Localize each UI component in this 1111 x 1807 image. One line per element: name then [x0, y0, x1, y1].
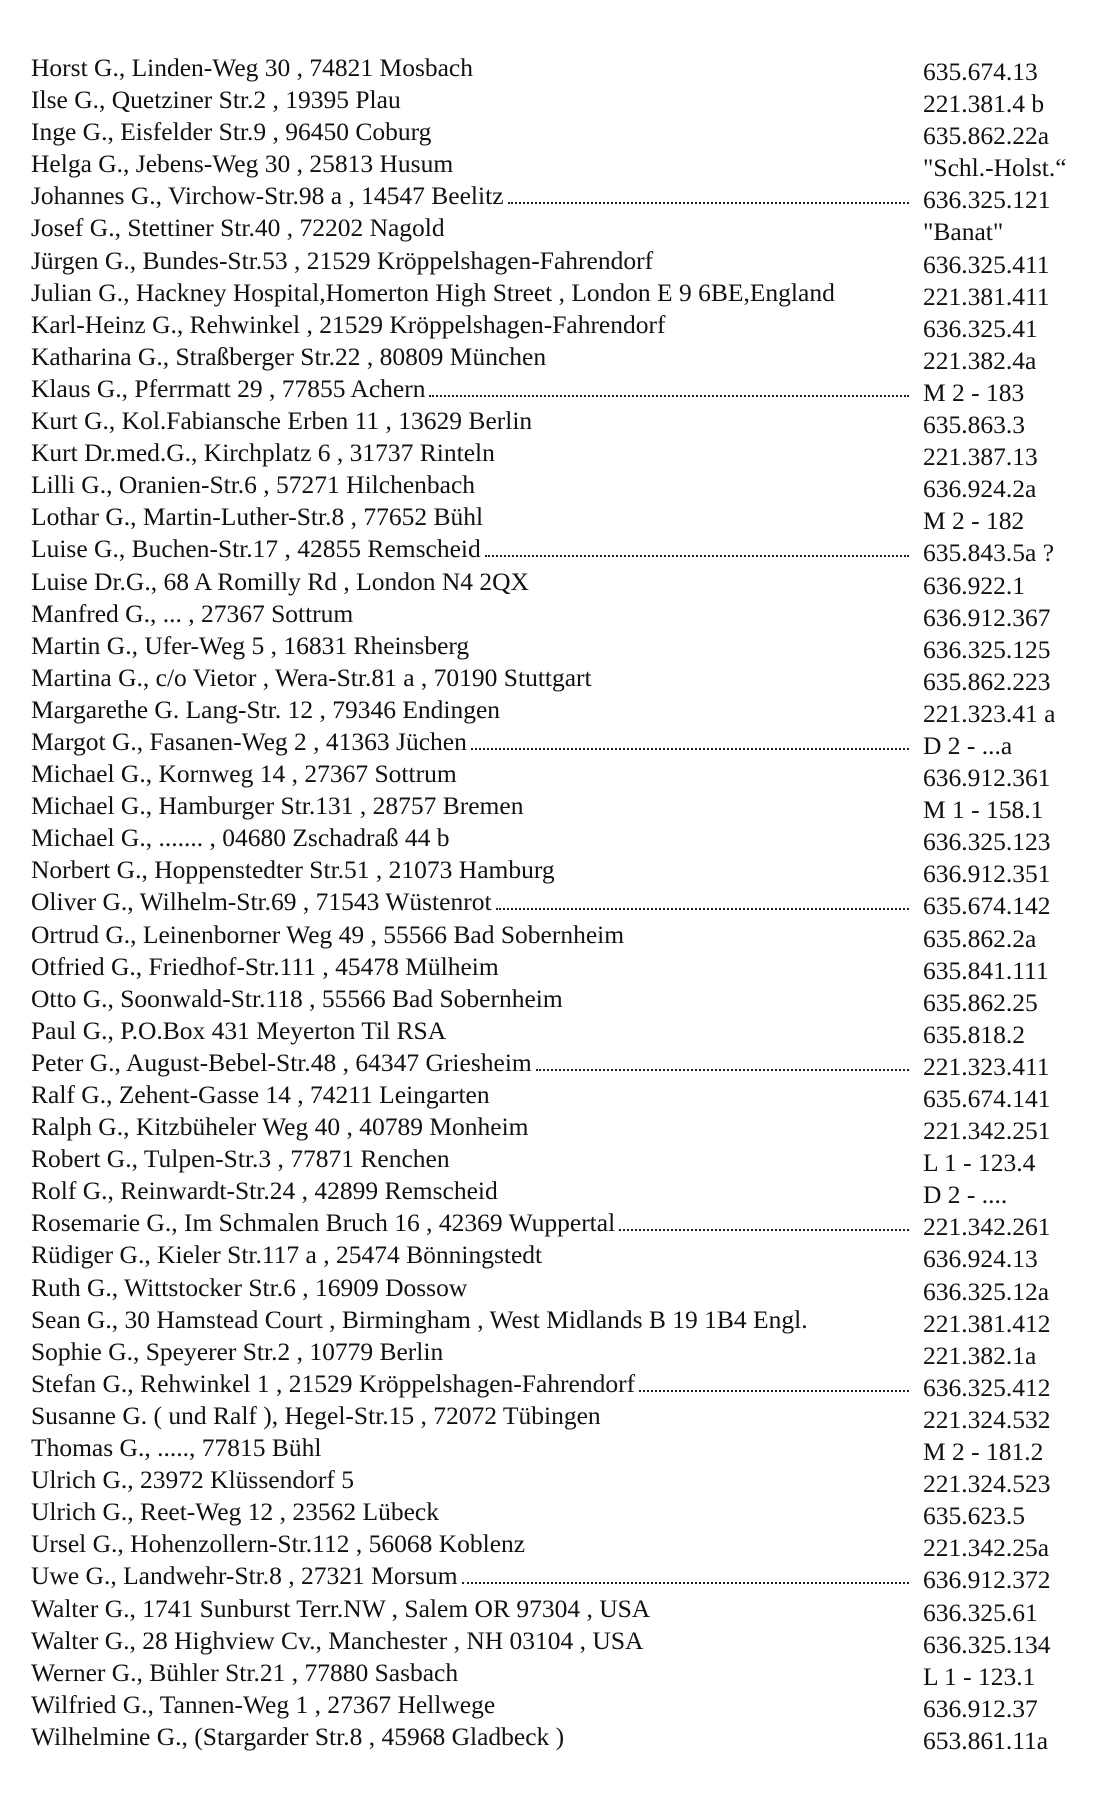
entry-address: Julian G., Hackney Hospital,Homerton High Street , London E 9 6BE,England — [31, 277, 835, 307]
entry-address: Luise G., Buchen-Str.17 , 42855 Remscheid — [31, 534, 481, 564]
entry-address: Ursel G., Hohenzollern-Str.112 , 56068 Koblenz — [31, 1529, 526, 1559]
list-item — [31, 148, 1091, 183]
entry-address: Ulrich G., 23972 Klüssendorf 5 — [31, 1465, 354, 1495]
entry-code: M 1 - 158.1 — [923, 795, 1044, 825]
list-item — [31, 854, 1091, 889]
list-item — [31, 1625, 1091, 1657]
entry-address: Karl-Heinz G., Rehwinkel , 21529 Kröppelshagen-Fahrendorf — [31, 309, 666, 339]
list-item — [31, 52, 1091, 84]
entry-address: Robert G., Tulpen-Str.3 , 77871 Renchen — [31, 1144, 450, 1174]
entry-address: Katharina G., Straßberger Str.22 , 80809 München — [31, 341, 547, 371]
entry-code: 635.623.5 — [923, 1501, 1025, 1531]
entry-code: L 1 - 123.4 — [923, 1148, 1036, 1178]
dot-leader — [429, 373, 909, 397]
list-item — [31, 1143, 1091, 1178]
list-item — [31, 309, 1091, 341]
entry-address: Thomas G., ....., 77815 Bühl — [31, 1433, 322, 1463]
list-item — [31, 1336, 1091, 1368]
list-item — [31, 1047, 1091, 1079]
entry-code: 221.324.532 — [923, 1404, 1051, 1434]
entry-code: 635.862.22a — [923, 121, 1050, 151]
dot-leader — [471, 726, 909, 750]
entry-code: 636.912.37 — [923, 1693, 1038, 1723]
entry-code: 635.818.2 — [923, 1019, 1025, 1049]
entry-address: Manfred G., ... , 27367 Sottrum — [31, 598, 354, 628]
list-item — [31, 630, 1091, 662]
list-item — [31, 1464, 1091, 1499]
entry-address: Stefan G., Rehwinkel 1 , 21529 Kröppelshagen-Fahrendorf — [31, 1368, 636, 1398]
list-item — [31, 1239, 1091, 1274]
entry-code: 635.674.13 — [923, 57, 1038, 86]
entry-address: Luise Dr.G., 68 A Romilly Rd , London N4 2QX — [31, 566, 529, 596]
entry-address: Oliver G., Wilhelm-Str.69 , 71543 Wüstenrot — [31, 887, 492, 917]
dot-leader — [462, 1560, 909, 1584]
entry-address: Klaus G., Pferrmatt 29 , 77855 Achern — [31, 373, 426, 403]
entry-code: 636.924.2a — [923, 474, 1037, 504]
entry-code: 635.862.25 — [923, 987, 1038, 1017]
entry-code: 636.325.121 — [923, 185, 1051, 215]
list-item — [31, 341, 1091, 373]
list-item — [31, 1657, 1091, 1689]
entry-address: Sean G., 30 Hamstead Court , Birmingham , West Midlands B 19 1B4 Engl. — [31, 1304, 808, 1334]
entry-code: 635.841.111 — [923, 955, 1049, 985]
entry-address: Walter G., 28 Highview Cv., Manchester , NH 03104 , USA — [31, 1625, 644, 1655]
list-item — [31, 469, 1091, 504]
entry-address: Rolf G., Reinwardt-Str.24 , 42899 Remscheid — [31, 1176, 498, 1206]
entry-code: 221.323.411 — [923, 1051, 1050, 1081]
entry-code: 653.861.11a — [923, 1725, 1049, 1755]
entry-address: Rosemarie G., Im Schmalen Bruch 16 , 42369 Wuppertal — [31, 1208, 616, 1238]
entry-address: Uwe G., Landwehr-Str.8 , 27321 Morsum — [31, 1561, 458, 1591]
dot-leader — [619, 1207, 909, 1231]
list-item — [31, 1721, 1091, 1753]
entry-address: Werner G., Bühler Str.21 , 77880 Sasbach — [31, 1657, 459, 1687]
list-item — [31, 437, 1091, 472]
entry-code: 636.912.351 — [923, 859, 1051, 889]
entry-address: Michael G., Hamburger Str.131 , 28757 Bremen — [31, 791, 524, 821]
entry-code: "Schl.-Holst.“ — [923, 153, 1067, 183]
entry-code: 221.342.25a — [923, 1533, 1050, 1563]
entry-address: Josef G., Stettiner Str.40 , 72202 Nagold — [31, 213, 445, 243]
entry-code: 221.323.41 a — [923, 698, 1056, 728]
entry-address: Ralf G., Zehent-Gasse 14 , 74211 Leingarten — [31, 1080, 490, 1109]
list-item — [31, 405, 1091, 440]
list-item — [31, 983, 1091, 1015]
list-item — [31, 1272, 1091, 1304]
entry-code: M 2 - 182 — [923, 506, 1025, 536]
entry-address: Jürgen G., Bundes-Str.53 , 21529 Kröppelshagen-Fahrendorf — [31, 245, 654, 275]
entry-code: 636.912.367 — [923, 602, 1051, 632]
list-item — [31, 501, 1091, 536]
entry-code: 636.325.412 — [923, 1372, 1051, 1402]
entry-code: 221.382.1a — [923, 1340, 1037, 1370]
address-list — [31, 52, 1091, 1753]
entry-address: Margot G., Fasanen-Weg 2 , 41363 Jüchen — [31, 726, 467, 756]
entry-address: Ralph G., Kitzbüheler Weg 40 , 40789 Monheim — [31, 1112, 529, 1142]
entry-code: 635.843.5a ? — [923, 538, 1055, 568]
entry-code: D 2 - .... — [923, 1180, 1008, 1210]
entry-address: Susanne G. ( und Ralf ), Hegel-Str.15 , 72072 Tübingen — [31, 1400, 601, 1430]
entry-code: 221.324.523 — [923, 1469, 1051, 1499]
entry-code: 221.387.13 — [923, 442, 1038, 472]
entry-address: Ilse G., Quetziner Str.2 , 19395 Plau — [31, 85, 401, 115]
list-item — [31, 180, 1091, 215]
entry-code: 221.382.4a — [923, 345, 1037, 375]
list-item — [31, 1400, 1091, 1432]
entry-address: Inge G., Eisfelder Str.9 , 96450 Coburg — [31, 117, 432, 147]
entry-code: 636.325.41 — [923, 313, 1038, 343]
entry-code: 221.342.261 — [923, 1212, 1051, 1242]
entry-code: L 1 - 123.1 — [923, 1661, 1036, 1691]
list-item — [31, 758, 1091, 793]
entry-address: Otto G., Soonwald-Str.118 , 55566 Bad Sobernheim — [31, 983, 563, 1013]
list-item — [31, 919, 1091, 951]
list-item — [31, 694, 1091, 726]
entry-address: Otfried G., Friedhof-Str.111 , 45478 Mülheim — [31, 951, 499, 981]
entry-address: Ulrich G., Reet-Weg 12 , 23562 Lübeck — [31, 1497, 439, 1527]
list-item — [31, 1432, 1091, 1467]
list-item — [31, 1496, 1091, 1531]
list-item — [31, 1593, 1091, 1625]
entry-code: 635.674.141 — [923, 1084, 1051, 1113]
list-item — [31, 662, 1091, 694]
list-item — [31, 373, 1091, 405]
list-item — [31, 245, 1091, 277]
entry-address: Norbert G., Hoppenstedter Str.51 , 21073 Hamburg — [31, 855, 555, 885]
entry-code: 636.325.134 — [923, 1629, 1051, 1659]
entry-address: Ortrud G., Leinenborner Weg 49 , 55566 Bad Sobernheim — [31, 919, 625, 949]
entry-address: Rüdiger G., Kieler Str.117 a , 25474 Bönningstedt — [31, 1240, 543, 1270]
list-item — [31, 1079, 1091, 1111]
entry-code: 635.862.2a — [923, 923, 1037, 953]
list-item — [31, 1368, 1091, 1400]
entry-address: Walter G., 1741 Sunburst Terr.NW , Salem OR 97304 , USA — [31, 1593, 651, 1623]
list-item — [31, 84, 1091, 119]
entry-code: 636.325.411 — [923, 249, 1050, 279]
dot-leader — [508, 180, 909, 204]
entry-code: 636.325.125 — [923, 634, 1051, 664]
entry-address: Martina G., c/o Vietor , Wera-Str.81 a , 70190 Stuttgart — [31, 662, 592, 692]
entry-code: D 2 - ...a — [923, 730, 1013, 760]
list-item — [31, 1207, 1091, 1242]
entry-code: "Banat" — [923, 217, 1004, 247]
entry-code: 636.325.123 — [923, 827, 1051, 857]
list-item — [31, 533, 1091, 568]
list-item — [31, 1528, 1091, 1563]
list-item — [31, 1689, 1091, 1721]
entry-code: M 2 - 183 — [923, 377, 1025, 407]
entry-address: Lilli G., Oranien-Str.6 , 57271 Hilchenbach — [31, 470, 476, 500]
list-item — [31, 1304, 1091, 1336]
dot-leader — [536, 1047, 909, 1071]
entry-code: 636.912.372 — [923, 1565, 1051, 1595]
dot-leader — [496, 886, 909, 910]
entry-code: 635.862.223 — [923, 666, 1051, 696]
list-item — [31, 566, 1091, 598]
entry-address: Ruth G., Wittstocker Str.6 , 16909 Dossow — [31, 1272, 468, 1302]
list-item — [31, 951, 1091, 983]
entry-address: Wilfried G., Tannen-Weg 1 , 27367 Hellwege — [31, 1689, 496, 1719]
dot-leader — [485, 533, 909, 557]
entry-address: Kurt Dr.med.G., Kirchplatz 6 , 31737 Rinteln — [31, 438, 495, 468]
entry-code: 221.381.4 b — [923, 89, 1045, 119]
list-item — [31, 1560, 1091, 1595]
list-item — [31, 212, 1091, 247]
entry-code: 221.381.411 — [923, 281, 1050, 311]
entry-address: Helga G., Jebens-Weg 30 , 25813 Husum — [31, 149, 454, 179]
entry-address: Horst G., Linden-Weg 30 , 74821 Mosbach — [31, 53, 474, 82]
entry-address: Johannes G., Virchow-Str.98 a , 14547 Beelitz — [31, 181, 504, 211]
entry-address: Sophie G., Speyerer Str.2 , 10779 Berlin — [31, 1336, 444, 1366]
entry-address: Wilhelmine G., (Stargarder Str.8 , 45968 Gladbeck ) — [31, 1721, 565, 1751]
entry-code: 636.912.361 — [923, 763, 1051, 793]
list-item — [31, 598, 1091, 630]
dot-leader — [639, 1368, 909, 1392]
entry-address: Martin G., Ufer-Weg 5 , 16831 Rheinsberg — [31, 630, 470, 660]
entry-address: Michael G., Kornweg 14 , 27367 Sottrum — [31, 759, 457, 789]
entry-address: Michael G., ....... , 04680 Zschadraß 44 b — [31, 823, 450, 853]
list-item — [31, 1111, 1091, 1146]
entry-code: 636.325.12a — [923, 1276, 1050, 1306]
entry-code: 635.674.142 — [923, 891, 1051, 921]
list-item — [31, 1015, 1091, 1047]
entry-code: 221.342.251 — [923, 1116, 1051, 1146]
list-item — [31, 726, 1091, 758]
entry-address: Peter G., August-Bebel-Str.48 , 64347 Griesheim — [31, 1047, 532, 1077]
entry-code: 635.863.3 — [923, 410, 1025, 440]
list-item — [31, 277, 1091, 309]
list-item — [31, 1175, 1091, 1210]
entry-code: M 2 - 181.2 — [923, 1437, 1044, 1467]
entry-address: Kurt G., Kol.Fabiansche Erben 11 , 13629 Berlin — [31, 406, 533, 436]
entry-code: 221.381.412 — [923, 1308, 1051, 1338]
list-item — [31, 790, 1091, 825]
list-item — [31, 886, 1091, 921]
entry-address: Margarethe G. Lang-Str. 12 , 79346 Endingen — [31, 694, 501, 724]
entry-address: Paul G., P.O.Box 431 Meyerton Til RSA — [31, 1015, 447, 1045]
entry-code: 636.922.1 — [923, 570, 1025, 600]
entry-code: 636.924.13 — [923, 1244, 1038, 1274]
entry-code: 636.325.61 — [923, 1597, 1038, 1627]
entry-address: Lothar G., Martin-Luther-Str.8 , 77652 Bühl — [31, 502, 484, 532]
list-item — [31, 116, 1091, 151]
list-item — [31, 822, 1091, 857]
